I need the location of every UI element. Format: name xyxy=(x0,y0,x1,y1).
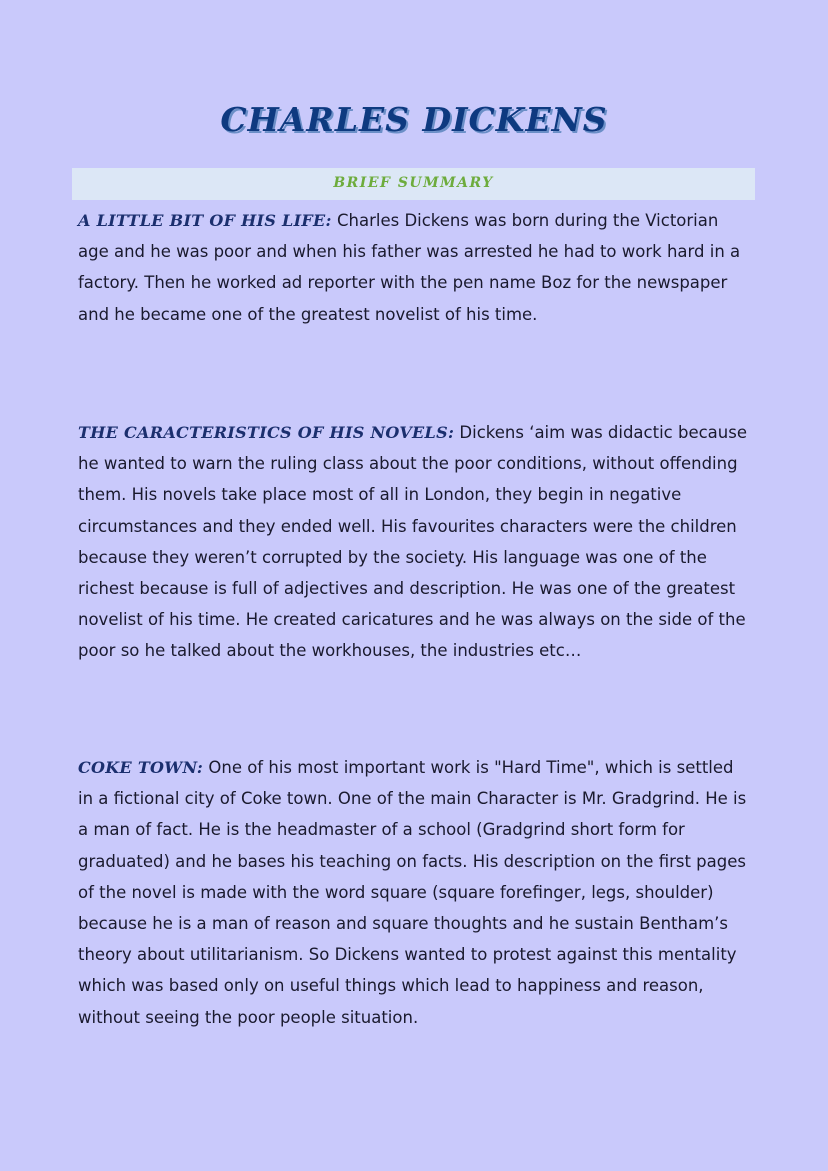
section-heading: THE CARACTERISTICS OF HIS NOVELS: xyxy=(78,423,455,442)
section-coke-town xyxy=(78,752,748,1033)
document-title: CHARLES DICKENS xyxy=(220,100,608,139)
section-characteristics xyxy=(78,417,748,667)
section-body: One of his most important work is "Hard Time", which is settled in a fictional city of Coke town. One of the main Character is Mr. Gradgrind. He is a man of fact. He is the headmaster of a school (Gradgrind short form for graduated) and he bases his teaching on facts. His description on the first pages of the novel is made with the word square (square forefinger, legs, shoulder) because he is a man of reason and square thoughts and he sustain Bentham’s theory about utilitarianism. So Dickens wanted to protest against this mentality which was based only on useful things which lead to happiness and reason, without seeing the poor people situation. xyxy=(78,758,747,1027)
section-life xyxy=(78,205,748,330)
section-body: Charles Dickens was born during the Victorian age and he was poor and when his father was arrested he had to work hard in a factory. Then he worked ad reporter with the pen name Boz for the newspaper and he became one of the greatest novelist of his time. xyxy=(78,211,741,324)
section-heading: COKE TOWN: xyxy=(78,758,204,777)
section-heading: A LITTLE BIT OF HIS LIFE: xyxy=(78,211,332,230)
subtitle-bar xyxy=(72,168,755,200)
document-subtitle: BRIEF SUMMARY xyxy=(333,175,494,191)
section-body: Dickens ‘aim was didactic because he wanted to warn the ruling class about the poor conditions, without offending them. His novels take place most of all in London, they begin in negative circumstances and they ended well. His favourites characters were the children because they weren’t corrupted by the society. His language was one of the richest because is full of adjectives and description. He was one of the greatest novelist of his time. He created caricatures and he was always on the side of the poor so he talked about the workhouses, the industries etc… xyxy=(78,423,748,661)
